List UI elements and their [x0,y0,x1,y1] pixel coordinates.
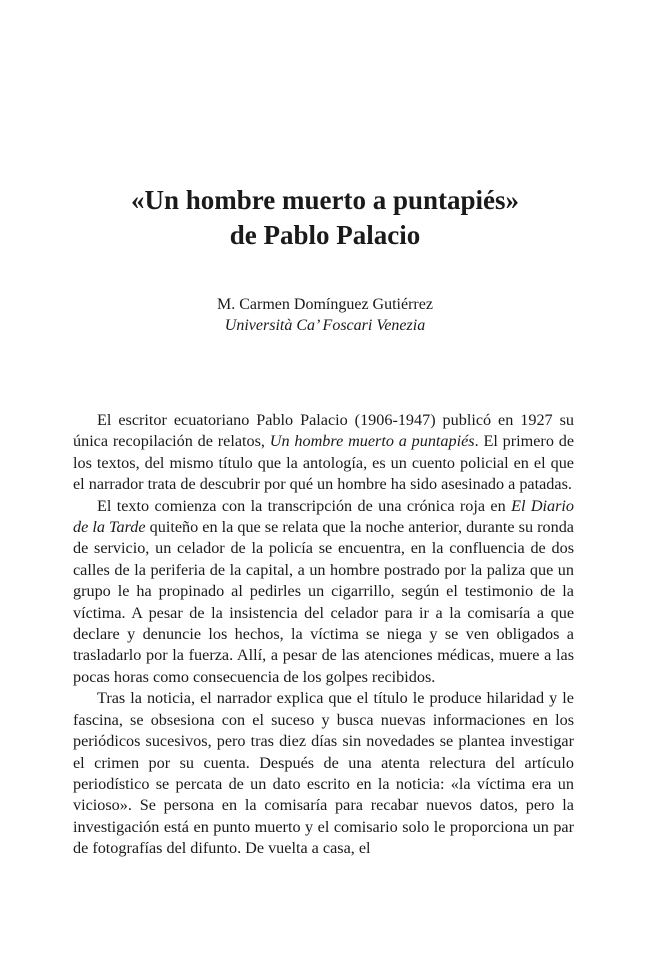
p1-text-a: El escritor ecuatoriano Pablo Palacio (1906-1947) publicó en 1927 su única recopilación de relatos, [73,411,574,451]
p2-text-a: El texto comienza con la transcripción de una crónica roja en [97,496,512,515]
p3-text-a: Tras la noticia, el narrador explica que el título le produce hilaridad y le fascina, se obsesiona con el suceso y busca nuevas informaciones en los periódicos sucesivos, pero tras diez días sin novedades se plantea investigar el crimen por su cuenta. Después de una atenta relectura del artículo periodístico se percata de un dato escrito en la noticia: «la víctima era un vicioso». Se persona en la comisaría para recabar nuevos datos, pero la investigación está en punto muerto y el comisario solo le proporciona un par de fotografías del difunto. De vuelta a casa, el [73,689,574,858]
author-block [80,294,570,336]
p1-text-c: . El primero de los textos, del mismo título que la antología, es un cuento policial en el que el narrador trata de descubrir por qué un hombre ha sido asesinado a patadas. [73,432,575,494]
article-title [40,183,610,253]
author-name: M. Carmen Domínguez Gutiérrez [217,296,433,313]
title-line-2: de Pablo Palacio [229,220,421,250]
author-affiliation: Università Ca’ Foscari Venezia [224,317,426,334]
p2-newspaper-title: El Diario de la Tarde [73,496,574,537]
p2-text-c: quiteño en la que se relata que la noche anterior, durante su ronda de servicio, un celador de la policía se encuentra, en la confluencia de dos calles de la periferia de la capital, a un hombre postrado por la paliza que un grupo le ha propinado al pedirles un cigarrillo, según el testimonio de la víctima. A pesar de la insistencia del celador para ir a la comisaría a que declare y denuncie los hechos, la víctima se niega y se ven obligados a trasladarlo por la fuerza. Allí, a pesar de las atenciones médicas, muere a las pocas horas como consecuencia de los golpes recibidos. [73,518,574,686]
p1-book-title: Un hombre muerto a puntapiés [269,432,475,451]
title-line-1: «Un hombre muerto a puntapiés» [130,185,520,215]
paragraph-2 [73,496,574,689]
paragraph-3 [73,688,574,859]
paragraph-1 [73,410,574,496]
body-text [73,410,574,860]
